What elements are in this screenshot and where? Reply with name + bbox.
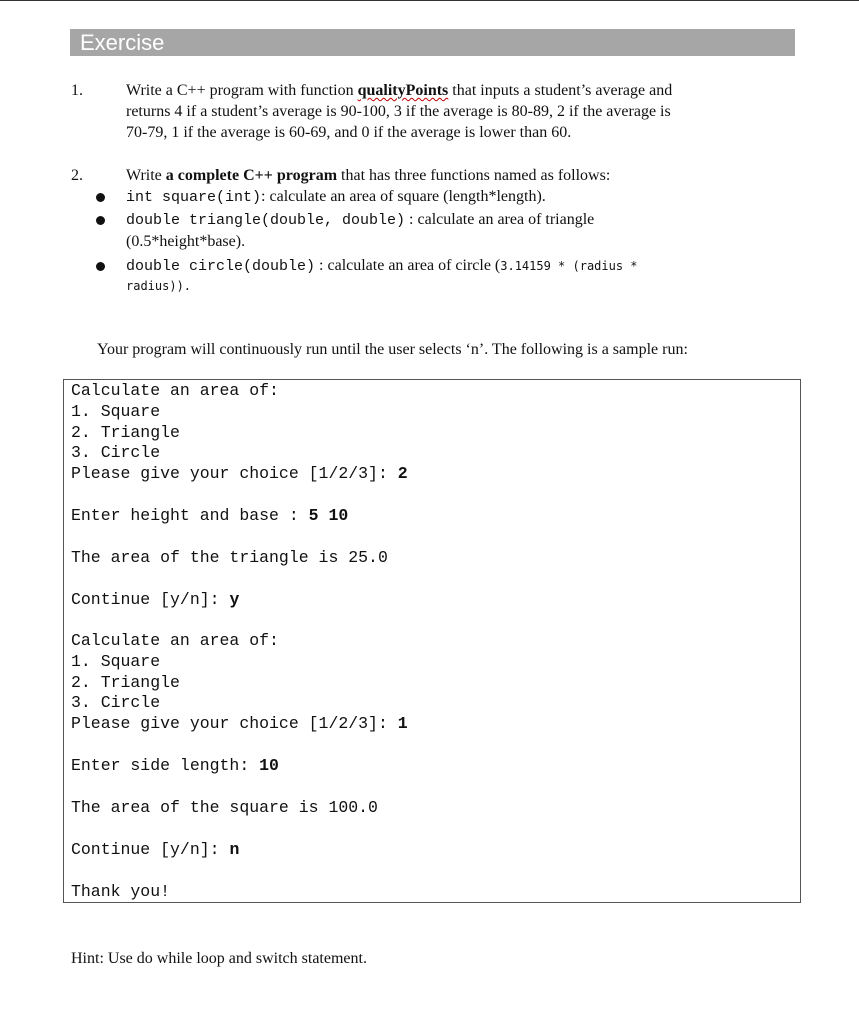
terminal-output-text: Continue [y/n]:	[71, 590, 230, 609]
terminal-line	[71, 882, 170, 902]
terminal-line	[71, 402, 160, 422]
hint-text: Hint: Use do while loop and switch statement.	[71, 950, 367, 967]
question-1-line-3: 70-79, 1 if the average is 60-69, and 0 if the average is lower than 60.	[126, 124, 572, 141]
terminal-user-input: 10	[259, 756, 279, 775]
code-circle-signature: double circle(double)	[126, 258, 316, 275]
bullet-triangle	[126, 210, 594, 231]
question-1-line-2: returns 4 if a student’s average is 90-100, 3 if the average is 80-89, 2 if the average is	[126, 103, 671, 120]
terminal-output-text: Enter side length:	[71, 756, 260, 775]
terminal-line	[71, 756, 279, 776]
terminal-output-text: Calculate an area of:	[71, 381, 279, 400]
terminal-line	[71, 464, 408, 484]
terminal-line	[71, 840, 239, 860]
q2-intro-pre: Write	[126, 167, 166, 184]
terminal-line	[71, 673, 180, 693]
terminal-line	[71, 652, 160, 672]
bullet-icon	[96, 193, 105, 202]
terminal-line	[71, 714, 408, 734]
terminal-output-text: Enter height and base :	[71, 506, 309, 525]
q2-intro-bold: a complete C++ program	[165, 167, 338, 184]
terminal-output-text: 3. Circle	[71, 443, 161, 462]
bullet-triangle-cont: (0.5*height*base).	[126, 233, 246, 250]
bullet-icon	[96, 262, 105, 271]
question-1-line-1	[126, 80, 766, 101]
terminal-output-text: Continue [y/n]:	[71, 840, 230, 859]
terminal-line	[71, 506, 348, 526]
terminal-output-text: Please give your choice [1/2/3]:	[71, 464, 398, 483]
terminal-user-input: 5 10	[308, 506, 349, 525]
terminal-output-text: 3. Circle	[71, 693, 161, 712]
terminal-output-text: The area of the square is 100.0	[71, 798, 378, 817]
terminal-line	[71, 693, 160, 713]
bullet-circle	[126, 256, 638, 277]
bullet-circle-text: calculate an area of circle (	[327, 257, 501, 274]
q1-line1-post: that inputs a student’s average and	[448, 82, 673, 99]
bullet-sep: :	[261, 188, 270, 205]
sample-run-intro: Your program will continuously run until the user selects ‘n’. The following is a sample run:	[97, 341, 688, 358]
q2-intro-post: that has three functions named as follows:	[337, 167, 611, 184]
terminal-output-text: Thank you!	[71, 882, 171, 901]
question-1-text	[126, 80, 766, 143]
terminal-output-text: 1. Square	[71, 652, 161, 671]
bullet-square	[126, 187, 546, 208]
terminal-output-text: 2. Triangle	[71, 673, 180, 692]
question-2-intro	[126, 165, 766, 186]
bullet-square-text: calculate an area of square (length*length).	[269, 188, 546, 205]
terminal-line	[71, 381, 279, 401]
terminal-line	[71, 590, 239, 610]
bullet-triangle-text: calculate an area of triangle	[417, 211, 595, 228]
terminal-user-input: 2	[397, 464, 408, 483]
bullet-sep: :	[405, 211, 418, 228]
terminal-line	[71, 423, 180, 443]
code-triangle-signature: double triangle(double, double)	[126, 212, 406, 229]
top-border	[0, 0, 859, 1]
section-title: Exercise	[80, 30, 165, 55]
bullet-icon	[96, 216, 105, 225]
terminal-line	[71, 798, 378, 818]
bullet-circle-cont: radius)).	[126, 279, 192, 293]
terminal-line	[71, 548, 388, 568]
terminal-output-text: Calculate an area of:	[71, 631, 279, 650]
terminal-output-text: The area of the triangle is 25.0	[71, 548, 388, 567]
terminal-output-text: 1. Square	[71, 402, 161, 421]
terminal-line	[71, 631, 279, 651]
function-name-quality-points: qualityPoints	[357, 82, 449, 99]
question-1-number: 1.	[71, 82, 83, 99]
terminal-output-text: Please give your choice [1/2/3]:	[71, 714, 398, 733]
terminal-line	[71, 443, 160, 463]
q1-line1-pre: Write a C++ program with function	[126, 82, 358, 99]
question-2-number: 2.	[71, 167, 83, 184]
terminal-output-text: 2. Triangle	[71, 423, 180, 442]
terminal-user-input: y	[229, 590, 240, 609]
section-header	[70, 29, 795, 56]
bullet-sep: :	[315, 257, 328, 274]
terminal-user-input: n	[229, 840, 240, 859]
terminal-user-input: 1	[397, 714, 408, 733]
code-circle-formula: 3.14159 * (radius *	[500, 259, 638, 273]
code-square-signature: int square(int)	[126, 189, 262, 206]
